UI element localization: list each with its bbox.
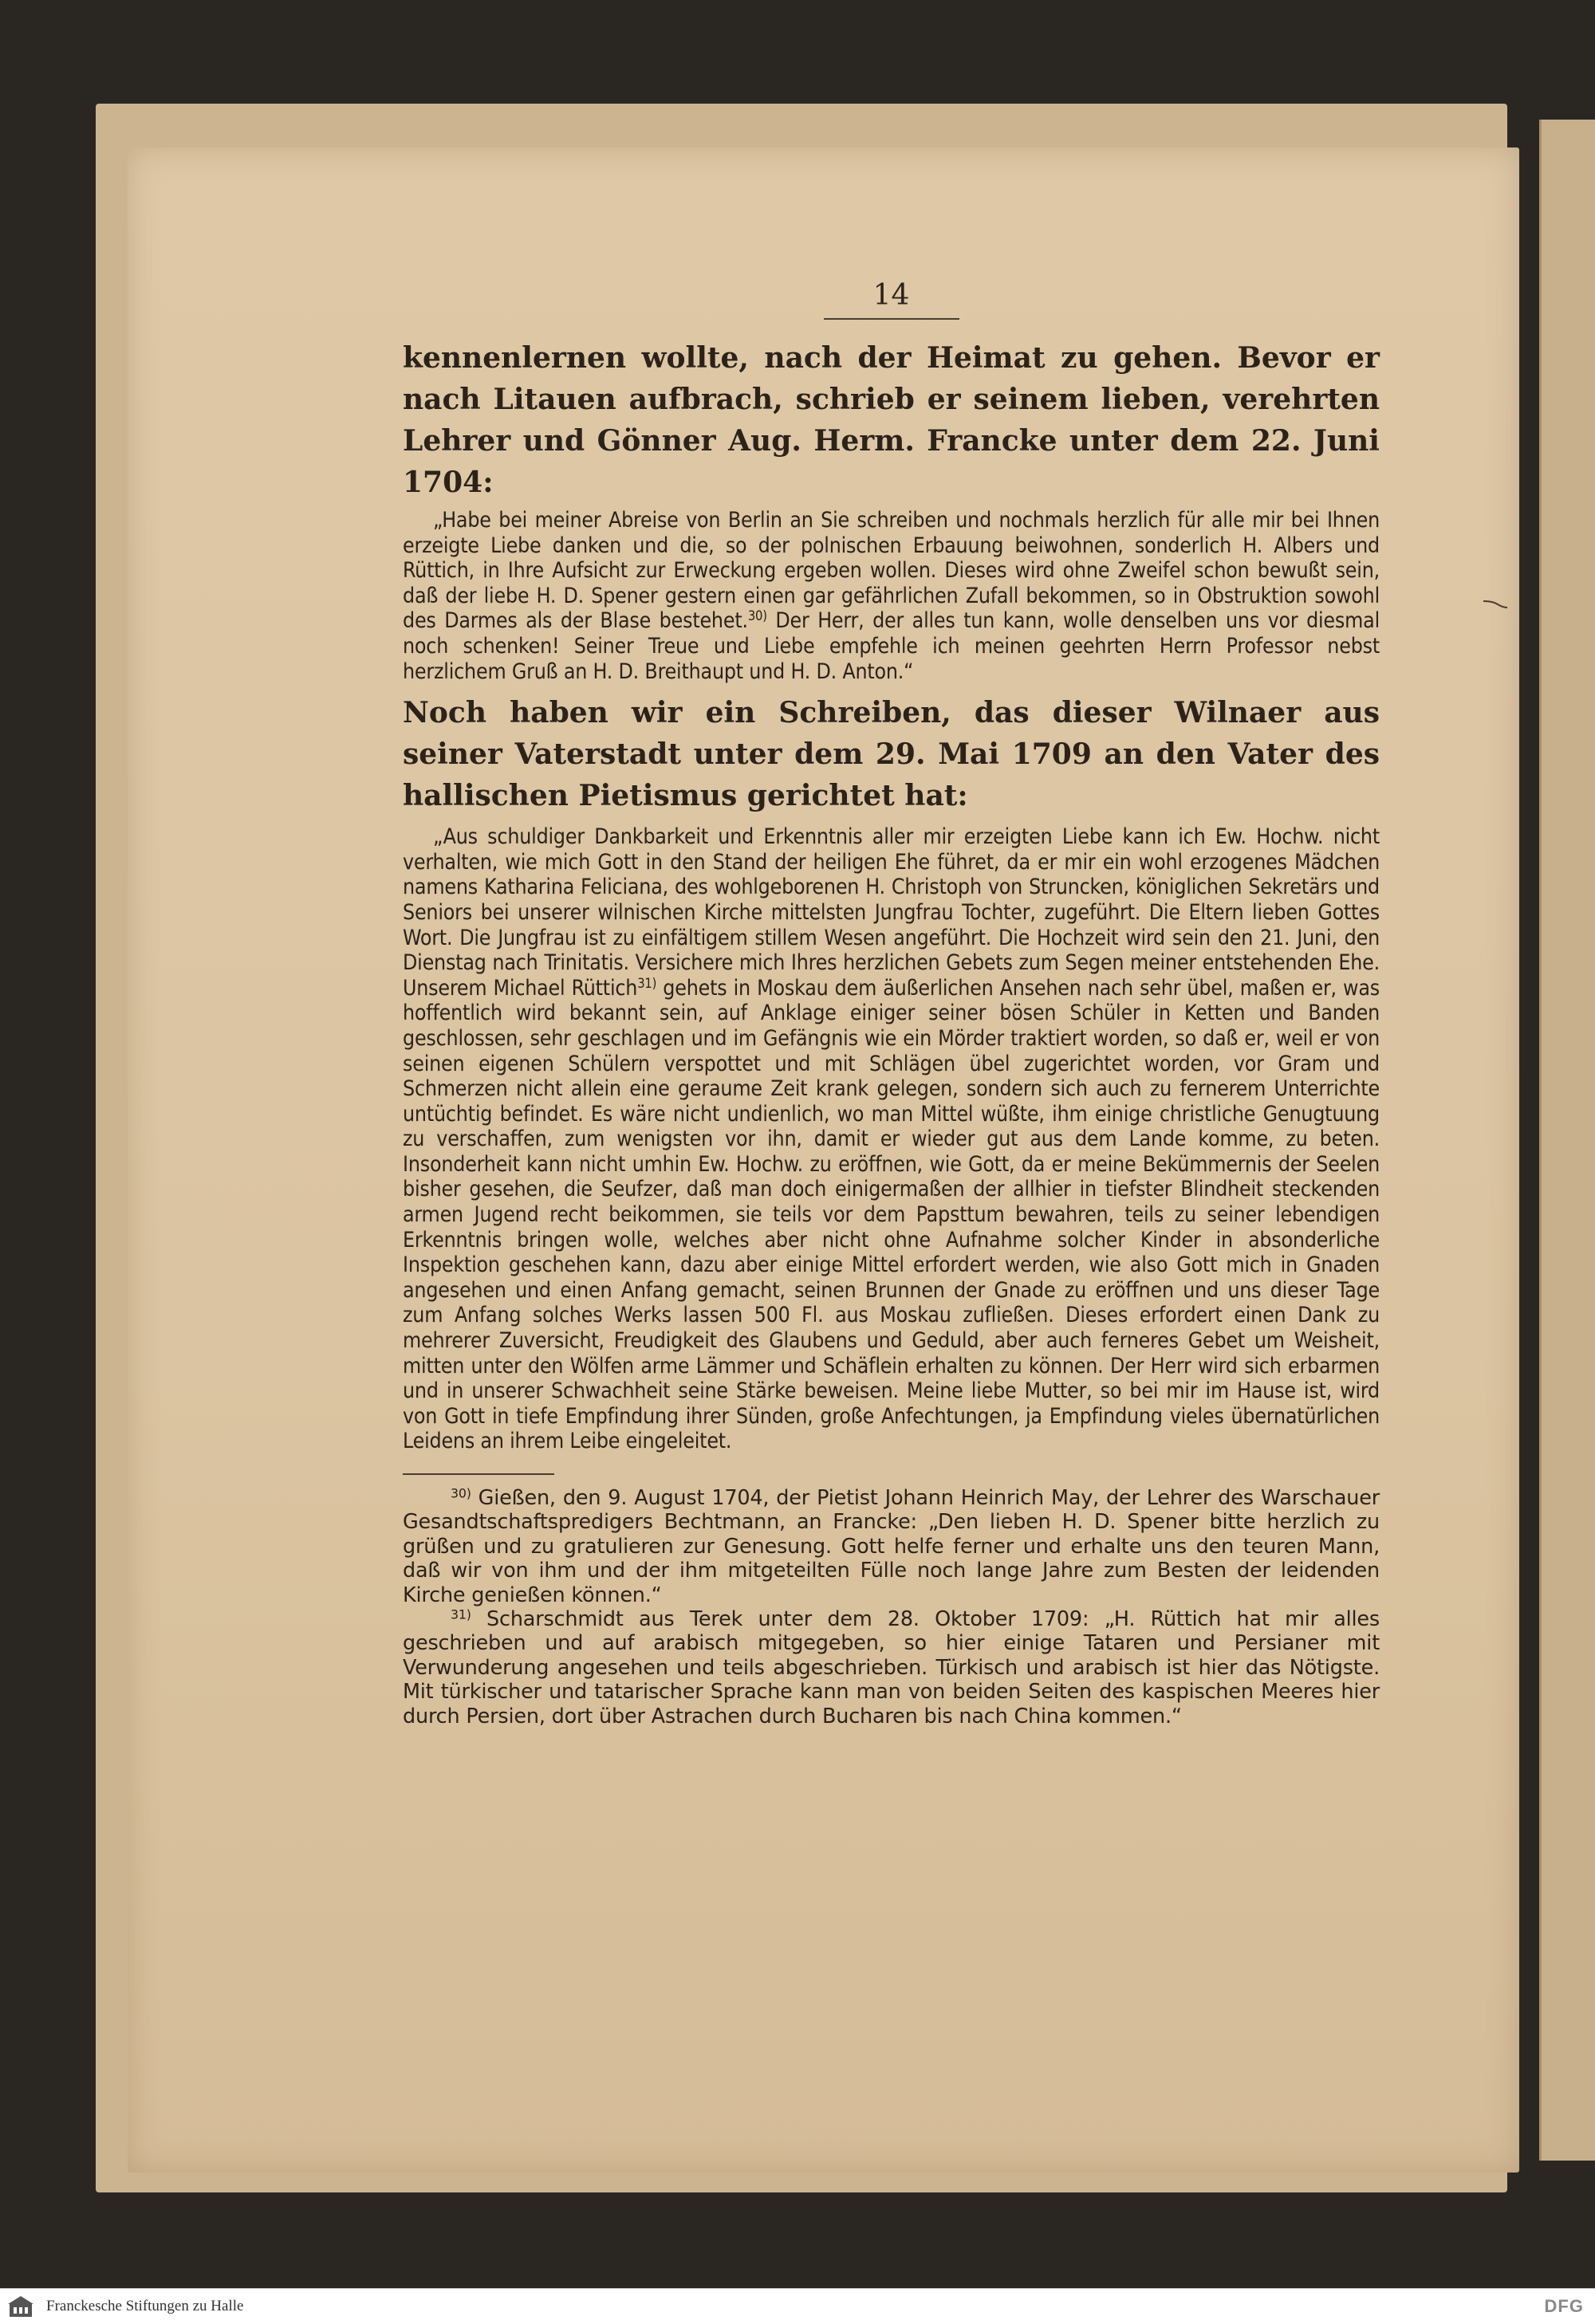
institution-label[interactable]: Franckesche Stiftungen zu Halle xyxy=(46,2298,244,2314)
quote-text-end: gehets in Moskau dem äußerlichen Ansehen nach sehr übel, maßen er, was hoffentlich wird bekannt sein, auf Anklage einiger seiner bösen Schüler in Ketten und Banden geschlossen, sehr geschlagen und im Gefängnis wie ein Mörder traktiert worden, so daß er, weil er von seinen eigenen Schülern verspottet und mit Schlägen übel zugerichtet worden, vor Gram und Schmerzen nicht allein eine geraume Zeit krank gelegen, sondern sich auch zu fernerem Unterrichte untüchtig befindet. Es wäre nicht undienlich, wo man Mittel wüßte, ihm einige christliche Genugtuung zu verschaffen, zum wenigsten vor ihn, damit er wieder gut aus dem Lande komme, zu beten. Insonderheit kann nicht umhin Ew. Hochw. zu eröffnen, wie Gott, da er meine Bekümmernis der Seelen bisher gesehen, die Seufzer, daß man doch einigermaßen der allhier in tiefster Blindheit steckenden armen Jugend recht beikommen, sie teils vor dem Papsttum bewahren, teils zu seiner lebendigen Erkenntnis bringen wolle, welches aber nicht ohne Aufnahme solcher Kinder in absonderliche Inspektion geschehen kann, dazu aber einige Mittel erfordert werden, wie also Gott mich in Gnaden angesehen und einen Anfang gemacht, seinen Brunnen der Gnade zu eröffnen und uns dieser Tage zum Anfang solches Werks lassen 500 Fl. aus Moskau zufließen. Dieses erfordert einen Dank zu mehrerer Zuversicht, Freudigkeit des Glaubens und Geduld, aber auch ferneres Gebet um Weisheit, mitten unter den Wölfen arme Lämmer und Schäflein erhalten zu können. Der Herr wird sich erbarmen und in unserer Schwachheit seine Stärke beweisen. Meine liebe Mutter, so bei mir im Hause ist, wird von Gott in tiefe Empfindung ihrer Sünden, große Anfechtungen, ja Empfindung vieles übernatürlichen Leidens an ihrem Leibe eingeleitet. xyxy=(403,975,1380,1454)
footnote-30 xyxy=(403,1486,1380,1607)
quote-letter-1709 xyxy=(403,824,1380,1454)
quote-francke-1704 xyxy=(403,508,1380,684)
footnote-rule xyxy=(403,1473,554,1475)
page-content xyxy=(403,279,1380,1728)
footnote-ref-31: 31) xyxy=(637,975,657,991)
margin-mark-icon xyxy=(1482,600,1509,609)
quote-text: „Habe bei meiner Abreise von Berlin an Sie schreiben und nochmals herzlich für alle mir bei Ihnen erzeigte Liebe danken und die, so der polnischen Erbauung beiwohnen, sonderlich H. Albers und Rüttich, in Ihre Aufsicht zur Erweckung ergeben wollen. Dieses wird ohne Zweifel schon bewußt sein, daß der liebe H. D. Spener gestern einen gar gefährlichen Zufall bekommen, so in Obstruktion sowohl des Darmes als der Blase bestehet. xyxy=(403,508,1380,634)
viewer-footer xyxy=(0,2288,1595,2324)
second-paragraph: Noch haben wir ein Schreiben, das dieser Wilnaer aus seiner Vaterstadt unter dem 29. Mai 1709 an den Vater des hallischen Pietismus gerichtet hat: xyxy=(403,696,1380,813)
footnote-ref-30: 30) xyxy=(747,608,767,624)
header-rule xyxy=(824,318,959,320)
footnote-marker: 30) xyxy=(451,1485,471,1501)
quote-text: „Aus schuldiger Dankbarkeit und Erkenntnis aller mir erzeigten Liebe kann ich Ew. Hochw. nicht verhalten, wie mich Gott in den Stand der heiligen Ehe führet, da er mir ein wohl erzogenes Mädchen namens Katharina Feliciana, des wohlgeborenen H. Christoph von Struncken, königlichen Sekretärs und Seniors bei unserer wilnischen Kirche mittelsten Jungfrau Tochter, zugeführt. Die Eltern lieben Gottes Wort. Die Jungfrau ist zu einfältigem stillem Wesen angeführt. Die Hochzeit wird sein den 21. Juni, den Dienstag nach Trinitatis. Versichere mich Ihres herzlichen Gebets zum Segen meiner entstehenden Ehe. Unserem Michael Rüttich xyxy=(403,824,1380,1001)
footnote-text: Gießen, den 9. August 1704, der Pietist Johann Heinrich May, der Lehrer des Warschauer Gesandtschaftspredigers Bechtmann, an Francke: „Den lieben H. D. Spener bitte herzlich zu grüßen und zu gratulieren zur Genesung. Gott helfe ferner und erhalte uns den teuren Mann, daß wir von ihm und der ihm mitgeteilten Fülle noch lange Jahre zum Besten der leidenden Kirche genießen können.“ xyxy=(403,1486,1380,1607)
foundation-logo-icon xyxy=(6,2295,35,2318)
intro-paragraph: kennenlernen wollte, nach der Heimat zu gehen. Bevor er nach Litauen aufbrach, schrieb er seinem lieben, verehrten Lehrer und Gönner Aug. Herm. Francke unter dem 22. Juni 1704: xyxy=(403,341,1380,499)
next-page-edge xyxy=(1539,120,1595,2161)
quote-text-end: Der Herr, der alles tun kann, wolle denselben uns vor diesmal noch schenken! Seiner Treue und Liebe empfehle ich meinen geehrten Herrn Professor nebst herzlichem Gruß an H. D. Breithaupt und H. D. Anton.“ xyxy=(403,608,1380,684)
footnote-text: Scharschmidt aus Terek unter dem 28. Oktober 1709: „H. Rüttich hat mir alles geschrieben und auf arabisch mitgegeben, so hier einige Tataren und Persianer mit Verwunderung angesehen und teils abgeschrieben. Türkisch und arabisch ist hier das Nötigste. Mit türkischer und tatarischer Sprache kann man von beiden Seiten des kaspischen Meeres hier durch Persien, dort über Astrachen durch Bucharen bis nach China kommen.“ xyxy=(403,1607,1380,1728)
dfg-mark: DFG xyxy=(1544,2296,1584,2316)
page-number: 14 xyxy=(872,279,910,312)
footnote-marker: 31) xyxy=(451,1606,471,1622)
footnote-31 xyxy=(403,1607,1380,1728)
